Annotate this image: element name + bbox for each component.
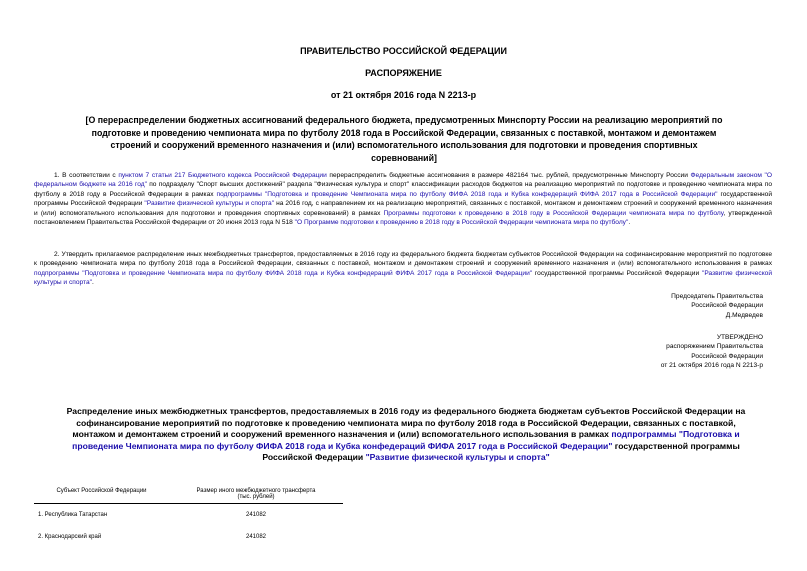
paragraph-2 <box>34 250 772 288</box>
column-header-amount <box>169 485 343 504</box>
approval-line-2: распоряжением Правительства <box>666 343 763 351</box>
row-subject: 1. Республика Татарстан <box>38 512 108 518</box>
approval-line-4: от 21 октября 2016 года N 2213-р <box>660 361 763 369</box>
p1-text-7: . <box>628 219 631 227</box>
p1-text-4: государственной программы Российской Федерации <box>34 190 772 208</box>
transfer-table <box>34 485 343 548</box>
link-budget-code-art217[interactable]: пунктом 7 статьи 217 Бюджетного кодекса Российской Федерации <box>118 172 327 179</box>
column-header-amount-line2: (тыс. рублей) <box>237 494 275 500</box>
row-amount: 241082 <box>245 534 267 540</box>
doc-type: РАСПОРЯЖЕНИЕ <box>365 68 442 78</box>
row-amount: 241082 <box>245 512 267 518</box>
document-title: [О перераспределении бюджетных ассигнований федерального бюджета, предусмотренных Минспорту России на реализацию мероприятий по подготовке и проведению чемпионата мира по футболу 2018 года в Российской Федерации, связанных с поставкой, монтажом и демонтажем строений и сооружений временного назначения и (или) вспомогательного использования для подготовки и проведения спортивных соревнований] <box>85 115 723 163</box>
paragraph-1 <box>34 171 772 227</box>
p1-text-1: 1. В соответствии с <box>54 172 119 179</box>
p1-text-5: на 2016 год, с направлением их на реализацию мероприятий, связанных с поставкой, монтажом и демонтажем строений и сооружений временного назначения и (или) вспомогательного использования для подготовки и проведения спортивных соревнований) в рамках <box>34 200 772 217</box>
table-row <box>34 504 343 527</box>
signature-block <box>671 292 763 320</box>
distribution-title <box>56 406 756 464</box>
p1-text-2: перераспределить бюджетные ассигнования в размере 482164 тыс. рублей, предусмотренные Минспорту России <box>326 172 691 179</box>
link-subprogram-fifa-3[interactable]: подпрограммы "Подготовка и проведение Чемпионата мира по футболу ФИФА 2018 года и Кубка конфедераций ФИФА 2017 года в Российской Федерации" <box>72 429 740 451</box>
subtitle-text-2: государственной программы Российской Федерации <box>262 440 740 463</box>
column-header-subject: Субъект Российской Федерации <box>34 485 169 504</box>
p2-text-1: 2. Утвердить прилагаемое распределение иных межбюджетных трансфертов, предоставляемых в 2016 году из федерального бюджета бюджетам субъектов Российской Федерации на софинансирование мероприятий по подготовке к проведению чемпионата мира по футболу 2018 года в Российской Федерации, связанных с поставкой, монтажом и демонтажем строений и сооружений временного назначения и (или) вспомогательного использования в рамках <box>34 251 772 268</box>
signature-line-1: Председатель Правительства <box>671 293 763 300</box>
link-preparation-program[interactable]: Программы подготовки к проведению в 2018 году в Российской Федерации чемпионата мира по футболу <box>383 209 724 217</box>
p1-text-3: по подразделу "Спорт высших достижений" раздела "Физическая культура и спорт" классификации расходов бюджетов на реализацию мероприятий по подготовке и проведению чемпионата мира по футболу в 2018 году в Российской Федерации в рамках <box>34 181 773 198</box>
link-sport-program-2[interactable]: "Развитие физической культуры и спорта" <box>34 269 772 287</box>
approval-block <box>661 333 763 370</box>
p1-text-6: , утвержденной постановлением Правительства Российской Федерации от 20 июня 2013 года N 518 <box>34 209 772 227</box>
table-header-row <box>34 485 343 504</box>
org-header: ПРАВИТЕЛЬСТВО РОССИЙСКОЙ ФЕДЕРАЦИИ <box>300 46 507 56</box>
row-subject: 2. Краснодарский край <box>38 534 102 540</box>
p2-text-3: . <box>91 279 94 287</box>
link-subprogram-fifa[interactable]: подпрограммы "Подготовка и проведение Чемпионата мира по футболу ФИФА 2018 года и Кубка конфедераций ФИФА 2017 года в Российской Федерации" <box>216 190 718 198</box>
column-header-amount-line1: Размер иного межбюджетного трансферта <box>196 488 316 494</box>
approval-line-3: Российской Федерации <box>691 352 763 360</box>
signature-line-2: Российской Федерации <box>691 302 763 310</box>
link-resolution-518[interactable]: "О Программе подготовки к проведению в 2018 году в Российской Федерации чемпионата мира по футболу" <box>294 219 629 227</box>
link-sport-program[interactable]: "Развитие физической культуры и спорта" <box>144 200 275 208</box>
link-subprogram-fifa-2[interactable]: подпрограммы "Подготовка и проведение Чемпионата мира по футболу ФИФА 2018 года и Кубка конфедераций ФИФА 2017 года в Российской Федерации" <box>34 269 533 277</box>
subtitle-text-1: Распределение иных межбюджетных трансфертов, предоставляемых в 2016 году из федерального бюджета бюджетам субъектов Российской Федерации на софинансирование мероприятий по подготовке к проведению чемпионата мира по футболу 2018 года в Российской Федерации, связанных с поставкой, монтажом и демонтажем строений и сооружений временного назначения и (или) вспомогательного использования в рамках <box>66 406 746 440</box>
approval-line-1: УТВЕРЖДЕНО <box>716 334 763 341</box>
link-sport-program-3[interactable]: "Развитие физической культуры и спорта" <box>365 452 550 463</box>
p2-text-2: государственной программы Российской Федерации <box>532 269 702 277</box>
doc-date: от 21 октября 2016 года N 2213-р <box>330 90 477 100</box>
link-federal-budget-law[interactable]: Федеральным законом "О федеральном бюджете на 2016 год" <box>34 172 773 189</box>
table-row <box>34 526 343 548</box>
signature-name: Д.Медведев <box>725 311 763 319</box>
